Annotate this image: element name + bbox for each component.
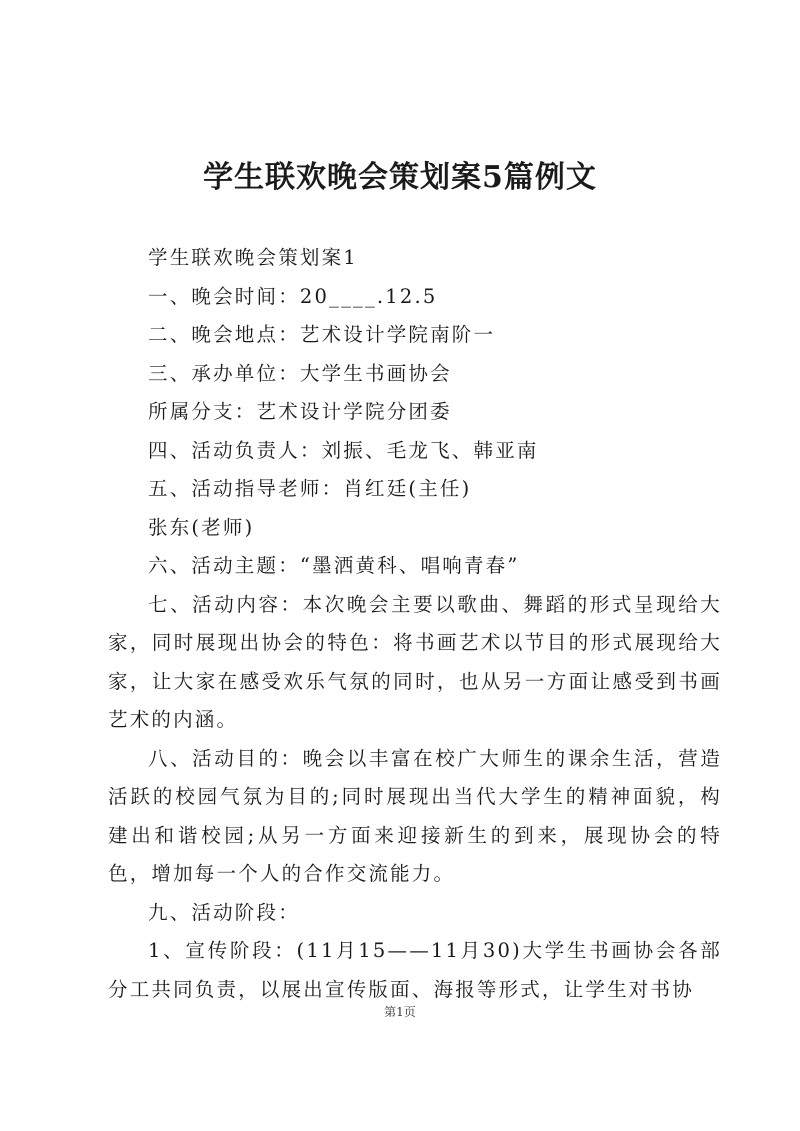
doc-line-branch: 所属分支：艺术设计学院分团委 — [148, 400, 452, 423]
doc-paragraph-purpose: 八、活动目的：晚会以丰富在校广大师生的课余生活，营造活跃的校园气氛为目的;同时展现出当代大学生的精神面貌，构建出和谐校园;从另一方面来迎接新生的到来，展现协会的特色，增加每一个人的合作交流能力。 — [108, 746, 722, 885]
doc-paragraph-promotion: 1、宣传阶段：(11月15——11月30)大学生书画协会各部分工共同负责，以展出宣传版面、海报等形式，让学生对书协 — [108, 939, 722, 1001]
doc-line-organizer: 三、承办单位：大学生书画协会 — [148, 361, 452, 385]
doc-line-advisor: 五、活动指导老师：肖红廷(主任) — [148, 477, 472, 500]
doc-line-leaders: 四、活动负责人：刘振、毛龙飞、韩亚南 — [148, 438, 539, 462]
doc-line-theme: 六、活动主题：“墨洒黄科、唱响青春” — [148, 554, 520, 577]
document-body — [108, 239, 722, 1009]
document-title: 学生联欢晚会策划案5篇例文 — [203, 160, 597, 195]
doc-line-time: 一、晚会时间：20____.12.5 — [148, 284, 438, 308]
doc-line-heading: 学生联欢晚会策划案1 — [148, 246, 358, 269]
doc-paragraph-stages: 九、活动阶段： — [148, 900, 300, 924]
doc-paragraph-content: 七、活动内容：本次晚会主要以歌曲、舞蹈的形式呈现给大家，同时展现出协会的特色：将书画艺术以节目的形式展现给大家，让大家在感受欢乐气氛的同时，也从另一方面让感受到书画艺术的内涵。 — [108, 592, 722, 731]
doc-line-teacher: 张东(老师) — [148, 515, 255, 539]
page-number: 第1页 — [384, 1005, 416, 1019]
doc-line-location: 二、晚会地点：艺术设计学院南阶一 — [148, 323, 496, 346]
